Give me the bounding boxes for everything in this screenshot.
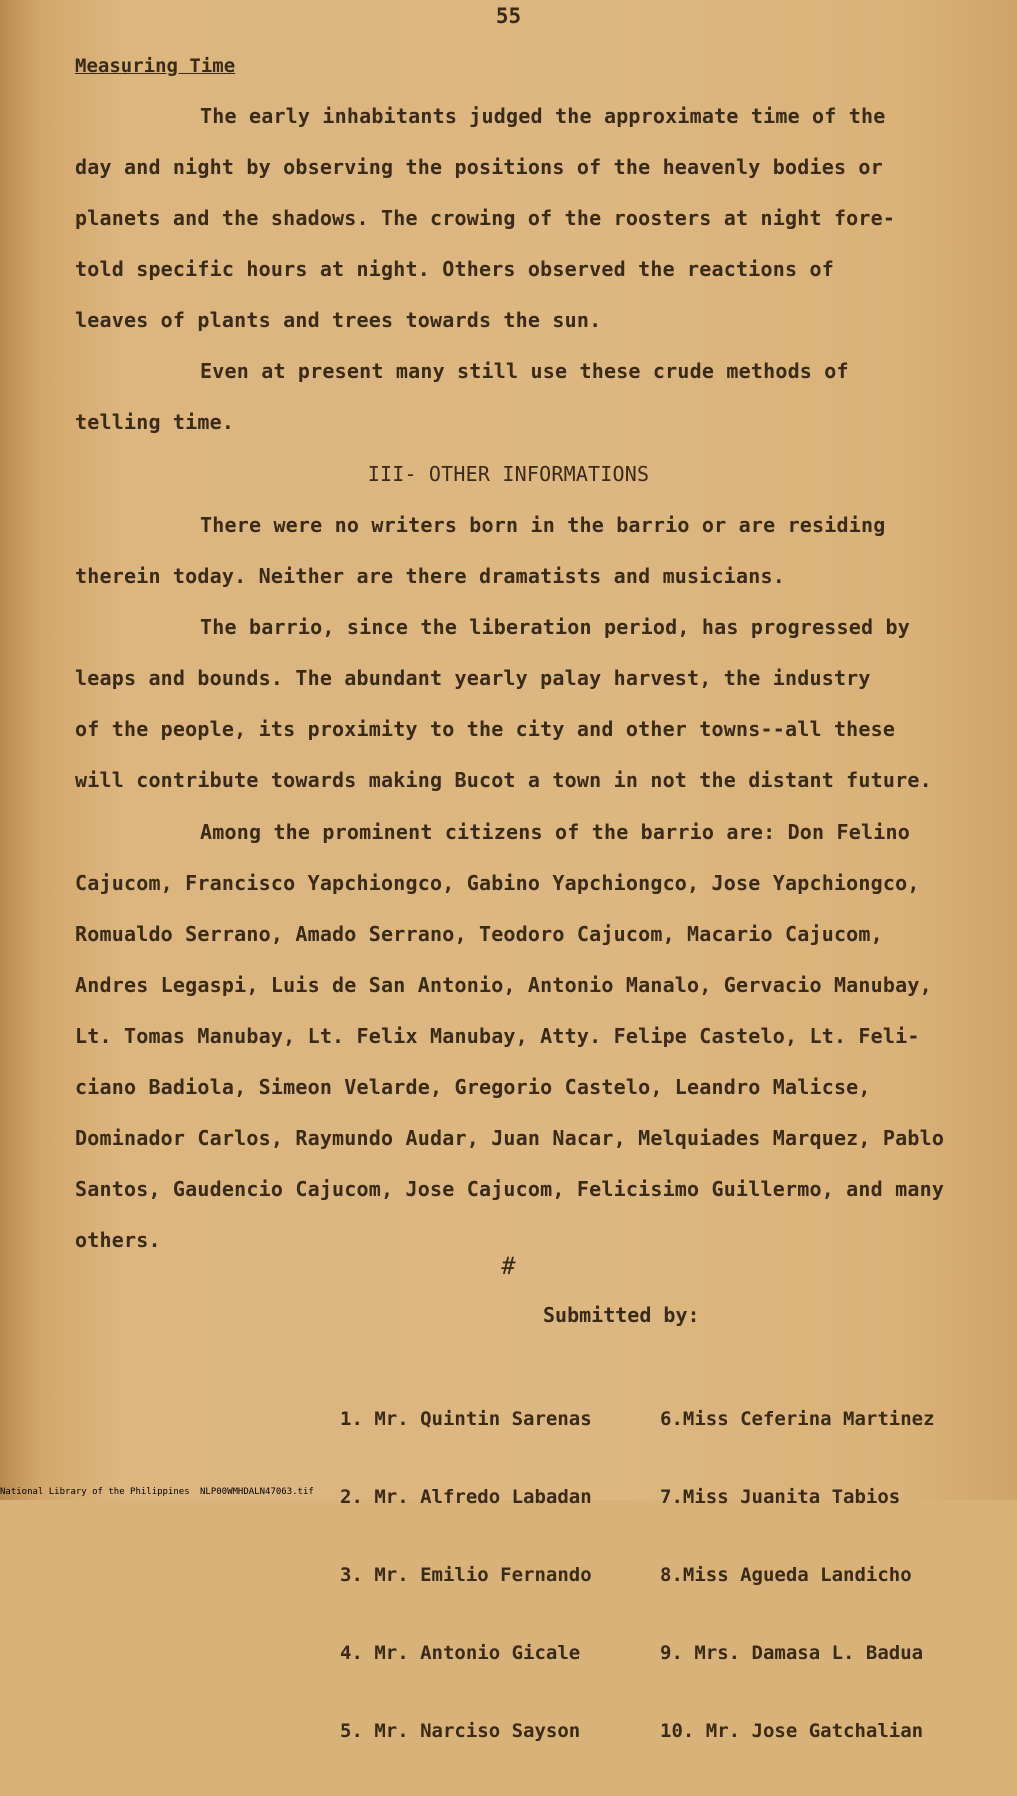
paragraph-line: others. <box>75 1228 161 1252</box>
submitter-name: 7.Miss Juanita Tabios <box>660 1486 901 1508</box>
paragraph-line: of the people, its proximity to the city and other towns--all these <box>75 717 896 741</box>
submitted-by-label: Submitted by: <box>543 1303 700 1327</box>
paragraph-line: Andres Legaspi, Luis de San Antonio, Antonio Manalo, Gervacio Manubay, <box>75 973 932 997</box>
submitter-name: 4. Mr. Antonio Gicale <box>340 1642 581 1664</box>
paragraph-line: Dominador Carlos, Raymundo Audar, Juan Nacar, Melquiades Marquez, Pablo <box>75 1126 945 1150</box>
paragraph-line: There were no writers born in the barrio or are residing <box>200 513 886 537</box>
paragraph-line: The early inhabitants judged the approximate time of the <box>200 104 886 128</box>
submitter-name: 8.Miss Agueda Landicho <box>660 1564 912 1586</box>
section-title-other-informations: III- OTHER INFORMATIONS <box>367 462 650 486</box>
paragraph-line: Even at present many still use these crude methods of <box>200 359 849 383</box>
submitter-name: 1. Mr. Quintin Sarenas <box>340 1408 592 1430</box>
paragraph-line: Lt. Tomas Manubay, Lt. Felix Manubay, Atty. Felipe Castelo, Lt. Feli- <box>75 1024 920 1048</box>
submitters-left-column <box>340 1354 592 1796</box>
submitter-name: 9. Mrs. Damasa L. Badua <box>660 1642 924 1664</box>
paragraph-line: Santos, Gaudencio Cajucom, Jose Cajucom, Felicisimo Guillermo, and many <box>75 1177 945 1201</box>
submitter-name: 6.Miss Ceferina Martinez <box>660 1408 935 1430</box>
section-heading-measuring-time: Measuring Time <box>75 55 236 77</box>
paragraph-line: therein today. Neither are there dramatists and musicians. <box>75 564 785 588</box>
submitters-right-column <box>660 1354 935 1796</box>
paragraph-line: Romualdo Serrano, Amado Serrano, Teodoro Cajucom, Macario Cajucom, <box>75 922 883 946</box>
paragraph-line: leaps and bounds. The abundant yearly palay harvest, the industry <box>75 666 871 690</box>
paragraph-line: told specific hours at night. Others observed the reactions of <box>75 257 834 281</box>
submitter-name: 2. Mr. Alfredo Labadan <box>340 1486 592 1508</box>
paragraph-line: ciano Badiola, Simeon Velarde, Gregorio Castelo, Leandro Malicse, <box>75 1075 871 1099</box>
end-mark: # <box>501 1252 516 1280</box>
paragraph-line: telling time. <box>75 410 235 434</box>
submitter-name: 3. Mr. Emilio Fernando <box>340 1564 592 1586</box>
submitter-name: 5. Mr. Narciso Sayson <box>340 1720 581 1742</box>
page-number: 55 <box>495 4 522 28</box>
paragraph-line: will contribute towards making Bucot a town in not the distant future. <box>75 768 932 792</box>
scan-footer <box>0 1487 1017 1500</box>
paragraph-line: day and night by observing the positions of the heavenly bodies or <box>75 155 883 179</box>
footer-library-name: National Library of the Philippines <box>0 1487 190 1497</box>
paragraph-line: planets and the shadows. The crowing of the roosters at night fore- <box>75 206 896 230</box>
paragraph-line: Among the prominent citizens of the barrio are: Don Felino <box>200 820 910 844</box>
paragraph-line: The barrio, since the liberation period, has progressed by <box>200 615 910 639</box>
paragraph-line: Cajucom, Francisco Yapchiongco, Gabino Yapchiongco, Jose Yapchiongco, <box>75 871 920 895</box>
footer-file-name: NLP00WMHDALN47063.tif <box>200 1487 314 1497</box>
paragraph-line: leaves of plants and trees towards the sun. <box>75 308 602 332</box>
submitter-name: 10. Mr. Jose Gatchalian <box>660 1720 924 1742</box>
